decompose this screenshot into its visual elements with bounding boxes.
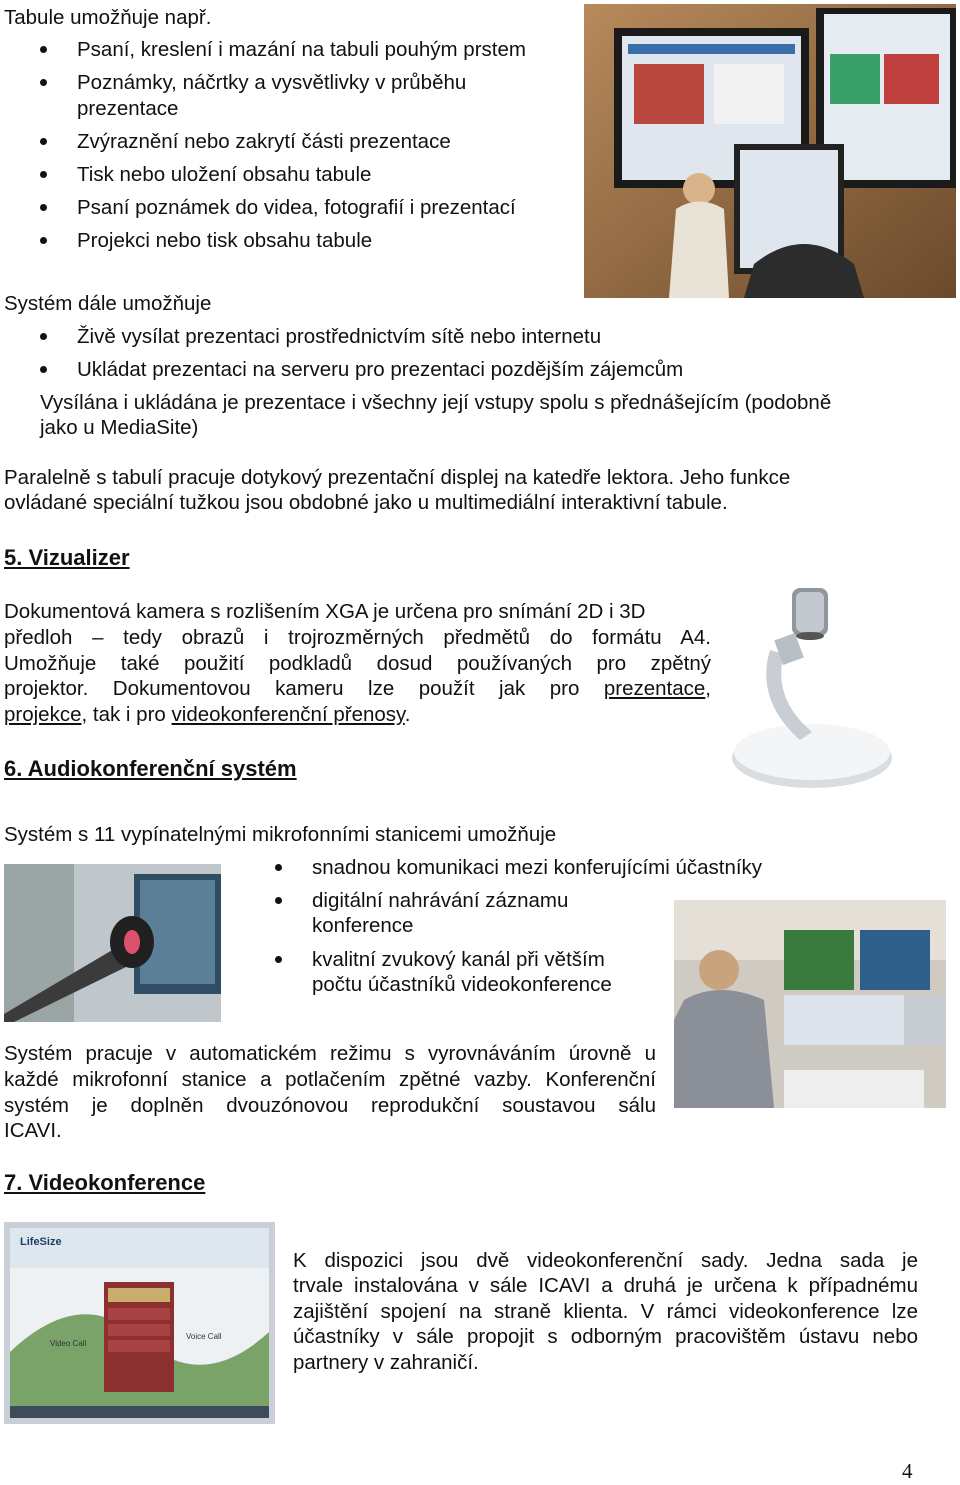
bullet	[40, 46, 47, 53]
list-item: Psaní poznámek do videa, fotografií i prezentací	[77, 196, 516, 219]
video-paragraph: K dispozici jsou dvě videokonferenční sady. Jedna sada je	[293, 1249, 918, 1272]
system-note: jako u MediaSite)	[40, 416, 199, 439]
video-call-label: Video Call	[50, 1339, 87, 1348]
vizualizer-paragraph	[4, 702, 410, 728]
list-item: Tisk nebo uložení obsahu tabule	[77, 163, 372, 186]
bullet	[275, 864, 282, 871]
bullet	[275, 897, 282, 904]
audio-paragraph: ICAVI.	[4, 1119, 62, 1142]
text: .	[404, 703, 411, 726]
system-heading: Systém dále umožňuje	[4, 292, 212, 315]
bullet	[40, 237, 47, 244]
vizualizer-paragraph	[4, 676, 711, 702]
parallel-paragraph: Paralelně s tabulí pracuje dotykový prezentační displej na katedře lektora. Jeho funkce	[4, 466, 791, 489]
audio-intro: Systém s 11 vypínatelnými mikrofonními stanicemi umožňuje	[4, 823, 557, 846]
list-item: Živě vysílat prezentaci prostřednictvím sítě nebo internetu	[77, 325, 602, 348]
vizualizer-paragraph: předloh – tedy obrazů i trojrozměrných předmětů do formátu A4.	[4, 626, 711, 649]
system-note: Vysílána i ukládána je prezentace i všechny její vstupy spolu s přednášejícím (podobně	[40, 391, 832, 414]
bullet	[40, 138, 47, 145]
section-heading: 6. Audiokonferenční systém	[4, 756, 297, 781]
text: projektor. Dokumentovou kameru lze použít jak pro	[4, 677, 604, 700]
video-paragraph: zajištění spojení na straně klienta. V rámci videokonference lze	[293, 1300, 918, 1323]
link-videokonferencni-prenosy[interactable]: videokonferenční přenosy	[171, 703, 405, 726]
audio-paragraph: každé mikrofonní stanice a potlačením zpětné vazby. Konferenční	[4, 1068, 656, 1091]
list-item: Ukládat prezentaci na serveru pro prezentaci pozdějším zájemcům	[77, 358, 684, 381]
text: ,	[705, 677, 711, 700]
parallel-paragraph: ovládané speciální tužkou jsou obdobné jako u multimediální interaktivní tabule.	[4, 491, 728, 514]
list-item: Projekci nebo tisk obsahu tabule	[77, 229, 373, 252]
list-item: digitální nahrávání záznamu	[312, 889, 569, 912]
text: , tak i pro	[81, 703, 172, 726]
whiteboard-photo	[584, 4, 956, 298]
videoconference-room-photo	[674, 900, 946, 1108]
list-item: kvalitní zvukový kanál při větším	[312, 948, 605, 971]
list-item: prezentace	[77, 97, 179, 120]
vizualizer-paragraph: Umožňuje také použití podkladů dosud používaných pro zpětný	[4, 652, 711, 675]
bullet	[40, 204, 47, 211]
video-paragraph: účastníky v sále propojit s odborným pracovištěm ústavu nebo	[293, 1325, 918, 1348]
videoconference-screen-photo	[4, 1222, 275, 1424]
list-item: počtu účastníků videokonference	[312, 973, 612, 996]
link-projekce[interactable]: projekce	[4, 703, 82, 726]
bullet	[275, 956, 282, 963]
audio-paragraph: systém je doplněn dvouzónovou reprodukční soustavou sálu	[4, 1094, 656, 1117]
link-prezentace[interactable]: prezentace	[603, 677, 706, 700]
bullet	[40, 171, 47, 178]
section-heading: 7. Videokonference	[4, 1170, 206, 1195]
bullet	[40, 366, 47, 373]
section-heading: 5. Vizualizer	[4, 545, 130, 570]
list-item: snadnou komunikaci mezi konferujícími účastníky	[312, 856, 763, 879]
bullet	[40, 333, 47, 340]
vizualizer-paragraph: Dokumentová kamera s rozlišením XGA je určena pro snímání 2D i 3D	[4, 600, 646, 623]
list-item: Zvýraznění nebo zakrytí části prezentace	[77, 130, 451, 153]
video-paragraph: trvale instalována v sále ICAVI a druhá je určena k případnému	[293, 1274, 918, 1297]
voice-call-label: Voice Call	[186, 1332, 222, 1341]
document-camera-photo	[730, 580, 894, 794]
lifesize-logo-text: LifeSize	[20, 1236, 62, 1248]
audio-paragraph: Systém pracuje v automatickém režimu s vyrovnáváním úrovně u	[4, 1042, 656, 1065]
video-paragraph: partnery v zahraničí.	[293, 1351, 479, 1374]
bullet	[40, 79, 47, 86]
page-number: 4	[902, 1459, 913, 1483]
list-item: Poznámky, náčrtky a vysvětlivky v průběhu	[77, 71, 467, 94]
list-item: Psaní, kreslení i mazání na tabuli pouhým prstem	[77, 38, 526, 61]
intro-heading: Tabule umožňuje např.	[4, 6, 212, 29]
microphone-photo	[4, 864, 221, 1022]
list-item: konference	[312, 914, 414, 937]
